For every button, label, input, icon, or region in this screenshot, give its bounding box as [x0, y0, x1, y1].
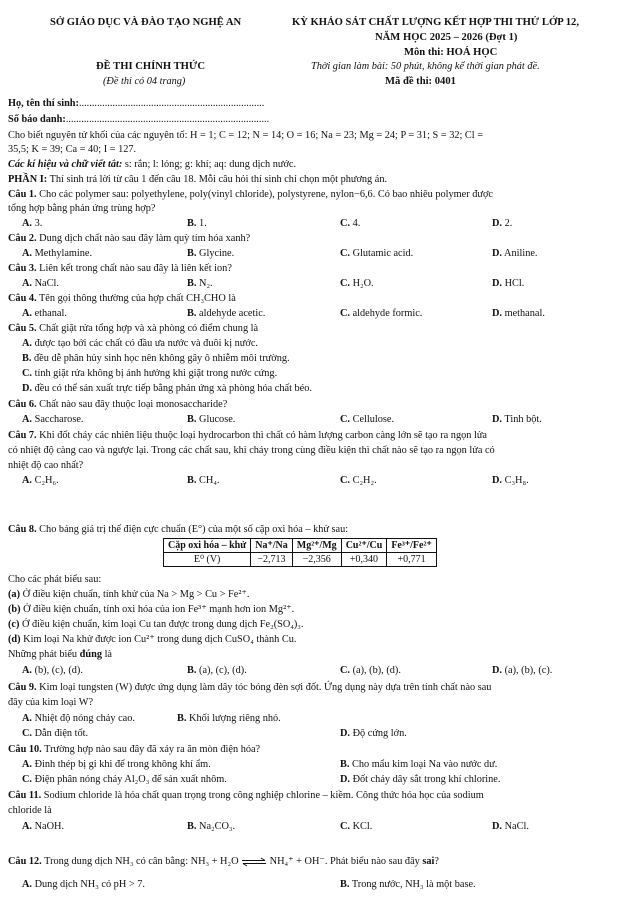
q5-option-b[interactable]: B. đều dễ phân hủy sinh học nên không gây ô nhiễm môi trường.	[22, 353, 290, 364]
q1-options	[22, 217, 632, 230]
table-cell: +0,340	[341, 553, 387, 567]
q10-stem: Câu 10. Trường hợp nào sau đây đã xảy ra ăn mòn điện hóa?	[8, 744, 261, 755]
q4-option-b[interactable]: B. aldehyde acetic.	[187, 308, 266, 319]
q8-statement-d: (d) Kim loại Na khử được ion Cu²⁺ trong dung dịch CuSO₄ thành Cu.	[8, 634, 297, 645]
q8-stem: Câu 8. Cho bảng giá trị thế điện cực chuẩn (E°) của một số cặp oxi hóa – khử sau:	[8, 524, 349, 535]
q9-options-row2	[22, 727, 632, 740]
q11-option-b[interactable]: B. Na₂CO₃.	[187, 821, 236, 832]
q11-option-c[interactable]: C. KCl.	[340, 821, 373, 832]
q7-option-d[interactable]: D. C₃H₈.	[492, 475, 529, 486]
q7-stem-cont1: có nhiệt độ càng cao và ngược lại. Trong các chất sau, khi cháy trong cùng điều kiện thì chất nào sẽ tạo ra ngọn lửa có	[8, 445, 495, 456]
atomic-masses-line2: 35,5; K = 39; Ca = 40; I = 127.	[8, 144, 137, 155]
q11-stem: Câu 11. Sodium chloride là hóa chất quan trọng trong công nghiệp chlorine – kiềm. Công thức hóa học của sodium	[8, 790, 484, 801]
q4-option-a[interactable]: A. ethanal.	[22, 308, 67, 319]
official-label: ĐỀ THI CHÍNH THỨC	[96, 61, 205, 72]
q9-option-c[interactable]: C. Dẫn điện tốt.	[22, 728, 89, 739]
q1-option-c[interactable]: C. 4.	[340, 218, 361, 229]
q10-option-d[interactable]: D. Đốt cháy dây sắt trong khí chlorine.	[340, 774, 501, 785]
q6-options	[22, 413, 632, 426]
q11-option-a[interactable]: A. NaOH.	[22, 821, 65, 832]
q9-stem-cont: đây của kim loại W?	[8, 697, 94, 708]
table-header-cell: Cặp oxi hóa – khử	[164, 539, 251, 553]
school-year: NĂM HỌC 2025 – 2026 (Đợt 1)	[375, 32, 518, 43]
q6-option-b[interactable]: B. Glucose.	[187, 414, 236, 425]
q8-option-b[interactable]: B. (a), (c), (d).	[187, 665, 247, 676]
q4-stem: Câu 4. Tên gọi thông thường của hợp chất CH₃CHO là	[8, 293, 236, 304]
q2-stem: Câu 2. Dung dịch chất nào sau đây làm quỳ tím hóa xanh?	[8, 233, 251, 244]
table-cell: E⁰ (V)	[164, 553, 251, 567]
q3-options	[22, 277, 632, 290]
q5-option-d[interactable]: D. đều có thể sản xuất trực tiếp bằng phản ứng xà phòng hóa chất béo.	[22, 383, 312, 394]
q10-options-row2	[22, 773, 632, 786]
exam-code: Mã đề thi: 0401	[385, 76, 456, 87]
q5-option-c[interactable]: C. tính giặt rửa không bị ảnh hưởng khi giặt trong nước cứng.	[22, 368, 278, 379]
table-header-row	[164, 539, 437, 553]
q2-options	[22, 247, 632, 260]
q12-stem: Câu 12. Trong dung dịch NH₃ có cân bằng: NH₃ + H₂O NH₄⁺ + OH⁻. Phát biểu nào sau đây sai?	[8, 856, 439, 867]
q2-option-b[interactable]: B. Glycine.	[187, 248, 235, 259]
q9-option-a[interactable]: A. Nhiệt độ nóng chảy cao.	[22, 713, 135, 724]
table-header-cell: Cu²⁺/Cu	[341, 539, 387, 553]
q3-stem: Câu 3. Liên kết trong chất nào sau đây là liên kết ion?	[8, 263, 232, 274]
q8-question: Những phát biểu đúng là	[8, 649, 113, 660]
q10-option-c[interactable]: C. Điện phân nóng chảy Al₂O₃ để sản xuất nhôm.	[22, 774, 227, 785]
q10-options-row1	[22, 758, 632, 771]
q8-statement-a: (a) Ở điều kiện chuẩn, tính khử của Na > Mg > Cu > Fe²⁺.	[8, 589, 250, 600]
q10-option-b[interactable]: B. Cho mẩu kim loại Na vào nước dư.	[340, 759, 498, 770]
q11-option-d[interactable]: D. NaCl.	[492, 821, 529, 832]
q8-option-a[interactable]: A. (b), (c), (d).	[22, 665, 83, 676]
part1-instruction: PHẦN I: Thí sinh trả lời từ câu 1 đến câu 18. Mỗi câu hỏi thí sinh chỉ chọn một phương án.	[8, 174, 388, 185]
q9-option-d[interactable]: D. Độ cứng lớn.	[340, 728, 407, 739]
time-limit: Thời gian làm bài: 50 phút, không kể thời gian phát đề.	[311, 61, 540, 72]
q2-option-d[interactable]: D. Aniline.	[492, 248, 538, 259]
exam-title: KỲ KHẢO SÁT CHẤT LƯỢNG KẾT HỢP THI THỬ LỚP 12,	[292, 17, 579, 28]
subject: Môn thi: HOÁ HỌC	[404, 47, 498, 58]
electrode-potential-table	[163, 538, 437, 567]
q12-options	[22, 878, 632, 891]
q12-option-b[interactable]: B. Trong nước, NH₃ là một base.	[340, 879, 476, 890]
q10-option-a[interactable]: A. Đinh thép bị gỉ khi để trong không khí ẩm.	[22, 759, 211, 770]
q4-options	[22, 307, 632, 320]
q7-option-b[interactable]: B. CH₄.	[187, 475, 220, 486]
q8-statement-c: (c) Ở điều kiện chuẩn, kim loại Cu tan được trong dung dịch Fe₂(SO₄)₃.	[8, 619, 304, 630]
page-count: (Đề thi có 04 trang)	[103, 76, 186, 87]
q7-options	[22, 474, 632, 487]
q8-options	[22, 664, 632, 677]
q8-intro: Cho các phát biểu sau:	[8, 574, 102, 585]
q1-option-b[interactable]: B. 1.	[187, 218, 207, 229]
table-cell: +0,771	[387, 553, 436, 567]
q3-option-a[interactable]: A. NaCl.	[22, 278, 59, 289]
table-header-cell: Mg²⁺/Mg	[292, 539, 341, 553]
q2-option-a[interactable]: A. Methylamine.	[22, 248, 93, 259]
q4-option-d[interactable]: D. methanal.	[492, 308, 545, 319]
q6-option-d[interactable]: D. Tinh bột.	[492, 414, 542, 425]
q6-option-a[interactable]: A. Saccharose.	[22, 414, 84, 425]
table-header-cell: Na⁺/Na	[251, 539, 293, 553]
q6-option-c[interactable]: C. Cellulose.	[340, 414, 395, 425]
q8-option-c[interactable]: C. (a), (b), (d).	[340, 665, 401, 676]
table-header-cell: Fe³⁺/Fe²⁺	[387, 539, 436, 553]
q9-options-row1	[22, 712, 632, 725]
q11-options	[22, 820, 632, 833]
q8-option-d[interactable]: D. (a), (b), (c).	[492, 665, 553, 676]
q5-option-a[interactable]: A. được tạo bởi các chất có đầu ưa nước và đuôi kị nước.	[22, 338, 258, 349]
q3-option-d[interactable]: D. HCl.	[492, 278, 525, 289]
table-cell: −2,356	[292, 553, 341, 567]
q1-option-a[interactable]: A. 3.	[22, 218, 43, 229]
q9-stem: Câu 9. Kim loại tungsten (W) được ứng dụng làm dây tóc bóng đèn sợi đốt. Ứng dụng này dựa trên tính chất nào sau	[8, 682, 492, 693]
q7-option-a[interactable]: A. C₂H₆.	[22, 475, 59, 486]
q7-stem: Câu 7. Khi đốt cháy các nhiên liệu thuộc loại hydrocarbon thì chất có hàm lượng carbon càng lớn sẽ tạo ra ngọn lửa	[8, 430, 487, 441]
table-row	[164, 553, 437, 567]
q2-option-c[interactable]: C. Glutamic acid.	[340, 248, 414, 259]
q7-option-c[interactable]: C. C₂H₂.	[340, 475, 377, 486]
q8-statement-b: (b) Ở điều kiện chuẩn, tính oxi hóa của ion Fe³⁺ mạnh hơn ion Mg²⁺.	[8, 604, 295, 615]
q6-stem: Câu 6. Chất nào sau đây thuộc loại monosaccharide?	[8, 399, 228, 410]
candidate-name-line: Họ, tên thí sinh:........................................................................	[8, 98, 265, 109]
abbreviations: Các kí hiệu và chữ viết tắt: s: rắn; l: lỏng; g: khí; aq: dung dịch nước.	[8, 159, 297, 170]
equilibrium-arrow-icon	[241, 857, 267, 867]
q1-option-d[interactable]: D. 2.	[492, 218, 513, 229]
q5-stem: Câu 5. Chất giặt rửa tổng hợp và xà phòng có điểm chung là	[8, 323, 259, 334]
q7-stem-cont2: nhiệt độ cao nhất?	[8, 460, 84, 471]
q3-option-c[interactable]: C. H₂O.	[340, 278, 374, 289]
atomic-masses-line1: Cho biết nguyên tử khối của các nguyên tố: H = 1; C = 12; N = 14; O = 16; Na = 23; Mg = 24; P = 31; S = 32; Cl =	[8, 130, 484, 141]
q1-stem: Câu 1. Cho các polymer sau: polyethylene, poly(vinyl chloride), polystyrene, nylon−6,6. Có bao nhiêu polymer được	[8, 189, 493, 200]
q11-stem-cont: chloride là	[8, 805, 52, 816]
q9-option-b[interactable]: B. Khối lượng riêng nhỏ.	[177, 713, 281, 724]
org-name: SỞ GIÁO DỤC VÀ ĐÀO TẠO NGHỆ AN	[50, 17, 242, 28]
candidate-id-line: Số báo danh:...............................................................................	[8, 114, 270, 125]
table-cell: −2,713	[251, 553, 293, 567]
q1-stem-cont: tổng hợp bằng phản ứng trùng hợp?	[8, 203, 156, 214]
q12-option-a[interactable]: A. Dung dịch NH₃ có pH > 7.	[22, 879, 145, 890]
q3-option-b[interactable]: B. N₂.	[187, 278, 213, 289]
q4-option-c[interactable]: C. aldehyde formic.	[340, 308, 423, 319]
